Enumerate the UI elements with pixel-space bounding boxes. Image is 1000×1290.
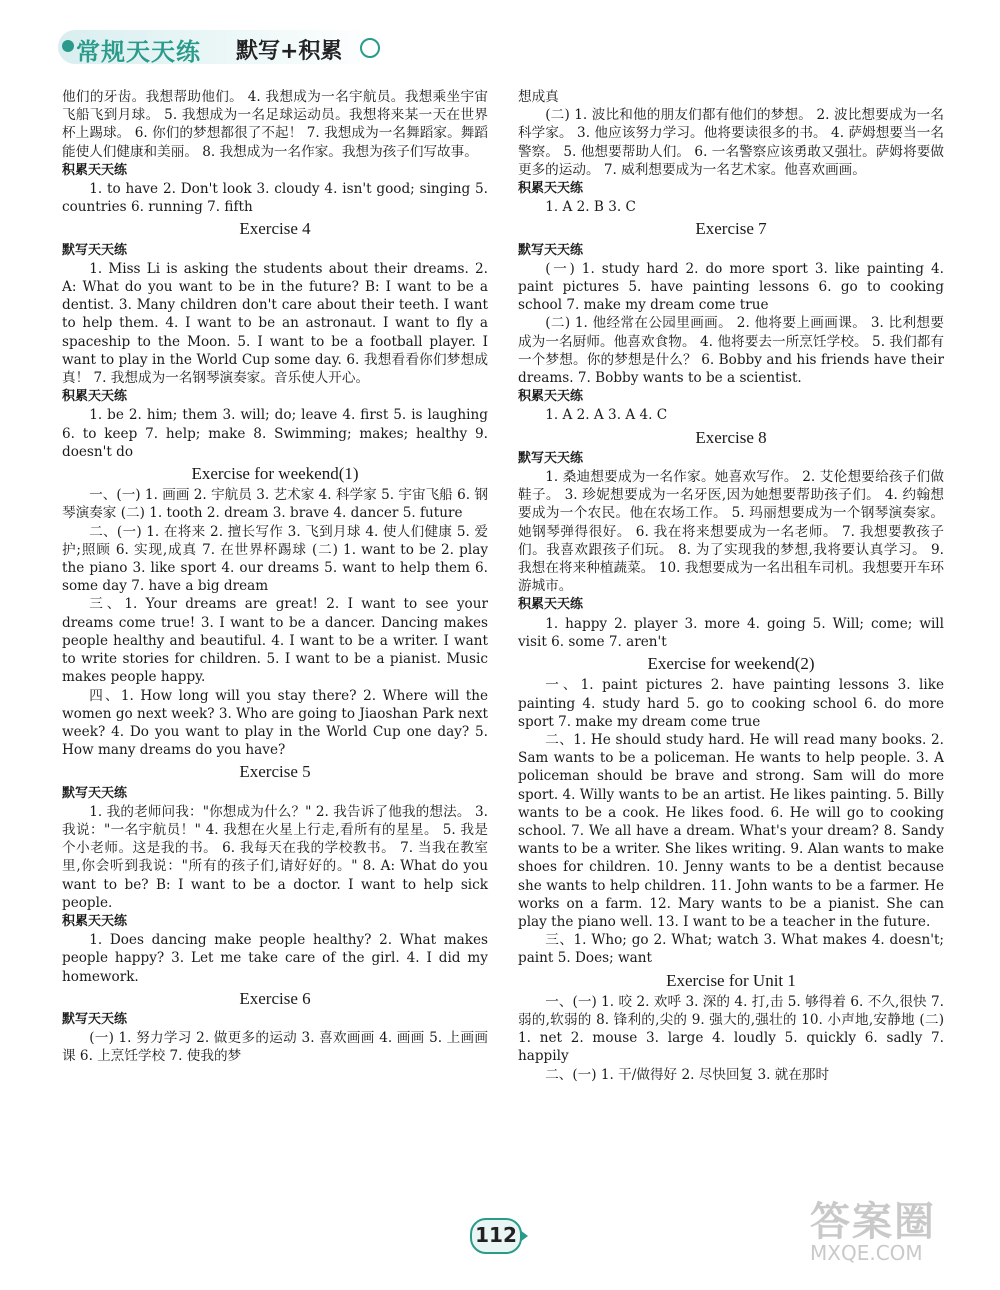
answer-paragraph: (一) 1. 努力学习 2. 做更多的运动 3. 喜欢画画 4. 画画 5. 上画画课 6. 上烹饪学校 7. 使我的梦 — [62, 1030, 488, 1065]
section-heading: 积累天天练 — [62, 389, 128, 405]
right-column — [518, 88, 944, 1084]
answer-paragraph: 一、(一) 1. 咬 2. 欢呼 3. 深的 4. 打,击 5. 够得着 6. 不久,很快 7. 弱的,软弱的 8. 锋利的,尖的 9. 强大的,强壮的 10. 小声地,安静地 (二) 1. net 2. mouse 3. large 4. loudly 5. quickly 6. sadly 7. happily — [518, 993, 944, 1065]
answer-paragraph: 二、(一) 1. 在将来 2. 擅长写作 3. 飞到月球 4. 使人们健康 5. 爱护;照顾 6. 实现,成真 7. 在世界杯踢球 (二) 1. want to be 2. play the piano 3. like sport 4. our dreams 5. want to help them 6. some day 7. have a big dream — [62, 523, 488, 595]
section-heading: 积累天天练 — [518, 597, 584, 613]
exercise-title: Exercise 4 — [239, 219, 311, 239]
section-heading: 积累天天练 — [62, 913, 128, 929]
exercise-title: Exercise for Unit 1 — [666, 970, 796, 990]
answer-paragraph: 想成真 — [518, 89, 559, 105]
watermark-logo — [810, 1190, 980, 1270]
exercise-title: Exercise for weekend(2) — [647, 654, 815, 674]
arrow-right-icon — [520, 1230, 528, 1242]
section-heading: 积累天天练 — [62, 162, 128, 178]
answer-paragraph: 1. Miss Li is asking the students about their dreams. 2. A: What do you want to be in the future? B: I want to be a dentist. 3. Many children don't care about their teeth. I want to help them. 4. I want to be an astronaut. I want to fly a spaceship to the Moon. 5. I want to be a football player. I want to play in the World Cup some day. 6. 我想看看你们梦想成真！ 7. 我想成为一名钢琴演奏家。音乐使人开心。 — [62, 260, 488, 387]
page-number-badge — [470, 1218, 530, 1252]
answer-paragraph: 1. A 2. B 3. C — [545, 199, 636, 216]
answer-paragraph: 1. 我的老师问我："你想成为什么？" 2. 我告诉了他我的想法。 3. 我说："一名宇航员！" 4. 我想在火星上行走,看所有的星星。 5. 我是个小老师。这是我的书。 6. 我每天在我的学校教书。 7. 当我在教室里,你会听到我说："所有的孩子们,请好好的。" 8. A: What do you want to be? B: I want to be a doctor. I want to help sick people. — [62, 803, 488, 911]
answer-paragraph: 1. be 2. him; them 3. will; do; leave 4. first 5. is laughing 6. to keep 7. help; make 8. Swimming; makes; healthy 9. doesn't do — [62, 407, 488, 460]
answer-paragraph: 1. happy 2. player 3. more 4. going 5. Will; come; will visit 6. some 7. aren't — [518, 615, 944, 650]
section-heading: 默写天天练 — [518, 450, 584, 466]
header-dot-icon — [62, 40, 74, 52]
answer-paragraph: 1. Does dancing make people healthy? 2. What makes people happy? 3. Let me take care of the girl. 4. I did my homework. — [62, 932, 488, 985]
answer-paragraph: 1. A 2. A 3. A 4. C — [545, 407, 668, 424]
answer-paragraph: (二) 1. 他经常在公园里画画。 2. 他将要上画画课。 3. 比利想要成为一名厨师。他喜欢食物。 4. 他将要去一所烹饪学校。 5. 我们都有一个梦想。你的梦想是什么？ 6. Bobby and his friends have their dreams. 7. Bobby wants to be a scientist. — [518, 315, 944, 387]
left-column — [62, 88, 488, 1066]
exercise-title: Exercise 8 — [695, 427, 767, 447]
exercise-title: Exercise 6 — [239, 988, 311, 1008]
answer-paragraph: 三、1. Your dreams are great! 2. I want to see your dreams come true! 3. I want to be a dancer. Dancing makes people healthy and beautiful. 4. I want to be a writer. I want to write stories for children. 5. I want to be a pianist. Music makes people happy. — [62, 596, 488, 686]
section-heading: 默写天天练 — [62, 785, 128, 801]
answer-paragraph: 一、1. paint pictures 2. have painting lessons 3. like painting 4. study hard 5. go to cooking school 6. do more sport 7. make my dream come true — [518, 677, 944, 730]
answer-paragraph: 他们的牙齿。我想帮助他们。 4. 我想成为一名宇航员。我想乘坐宇宙飞船飞到月球。 5. 我想成为一名足球运动员。我想将来某一天在世界杯上踢球。 6. 你们的梦想都很了不起！ 7. 我想成为一名舞蹈家。舞蹈能使人们健康和美丽。 8. 我想成为一名作家。我想为孩子们写故事。 — [62, 89, 488, 160]
answer-paragraph: 1. to have 2. Don't look 3. cloudy 4. isn't good; singing 5. countries 6. running 7. fifth — [62, 181, 488, 216]
answer-paragraph: (一) 1. study hard 2. do more sport 3. like painting 4. paint pictures 5. have painting lessons 6. go to cooking school 7. make my dream come true — [518, 260, 944, 314]
answer-paragraph: 四、1. How long will you stay there? 2. Where will the women go next week? 3. Who are going to Jiaoshan Park next week? 4. Do you want to play in the World Cup one day? 5. How many dreams do you have? — [62, 687, 488, 759]
clock-icon — [360, 38, 380, 58]
section-heading: 默写天天练 — [62, 242, 128, 258]
page-header — [58, 26, 388, 66]
section-heading: 积累天天练 — [518, 389, 584, 405]
header-title-main: 常规天天练 — [76, 38, 201, 66]
header-title-sub: 默写+积累 — [236, 39, 343, 64]
section-heading: 默写天天练 — [518, 242, 584, 258]
answer-paragraph: 二、1. He should study hard. He will read many books. 2. Sam wants to be a policeman. He wants to help people. 3. A policeman should be brave and strong. Sam will do more sport. 4. Willy wants to be an artist. He likes painting. 5. Billy wants to be a cook. He likes food. 6. He will go to cooking school. 7. We all have a dream. What's your dream? 8. Sandy wants to be a writer. She likes writing. 9. Alan wants to make shoes for children. 10. Jenny wants to be a dentist because she wants to help children. 11. John wants to be a farmer. He works on a farm. 12. Mary wants to be a pianist. She can play the piano well. 13. I want to be a teacher in the future. — [518, 731, 944, 930]
exercise-title: Exercise 7 — [695, 219, 767, 239]
watermark-bottom: MXQE.COM — [810, 1241, 923, 1265]
answer-paragraph: 一、(一) 1. 画画 2. 宇航员 3. 艺术家 4. 科学家 5. 宇宙飞船 6. 钢琴演奏家 (二) 1. tooth 2. dream 3. brave 4. dancer 5. future — [62, 487, 488, 522]
exercise-title: Exercise for weekend(1) — [191, 464, 359, 484]
watermark-top: 答案圈 — [810, 1199, 936, 1245]
answer-paragraph: 二、(一) 1. 干/做得好 2. 尽快回复 3. 就在那时 — [545, 1066, 830, 1083]
exercise-title: Exercise 5 — [239, 762, 311, 782]
section-heading: 积累天天练 — [518, 181, 584, 197]
answer-paragraph: 三、1. Who; go 2. What; watch 3. What makes 4. doesn't; paint 5. Does; want — [518, 932, 944, 967]
answer-paragraph: 1. 桑迪想要成为一名作家。她喜欢写作。 2. 艾伦想要给孩子们做鞋子。 3. 珍妮想要成为一名牙医,因为她想要帮助孩子们。 4. 约翰想要成为一个农民。他在农场工作。 5. 玛丽想要成为一个钢琴演奏家。她钢琴弹得很好。 6. 我在将来想要成为一名老师。 7. 我想要教孩子们。我喜欢跟孩子们玩。 8. 为了实现我的梦想,我将要认真学习。 9. 我想在将来种植蔬菜。 10. 我想要成为一名出租车司机。我想要开车环游城市。 — [518, 469, 944, 595]
answer-paragraph: (二) 1. 波比和他的朋友们都有他们的梦想。 2. 波比想要成为一名科学家。 3. 他应该努力学习。他将要读很多的书。 4. 萨姆想要当一名警察。 5. 他想要帮助人们。 6. 一名警察应该勇敢又强壮。萨姆将要做更多的运动。 7. 威利想要成为一名艺术家。他喜欢画画。 — [518, 107, 944, 178]
section-heading: 默写天天练 — [62, 1011, 128, 1027]
page-number: 112 — [475, 1223, 517, 1247]
